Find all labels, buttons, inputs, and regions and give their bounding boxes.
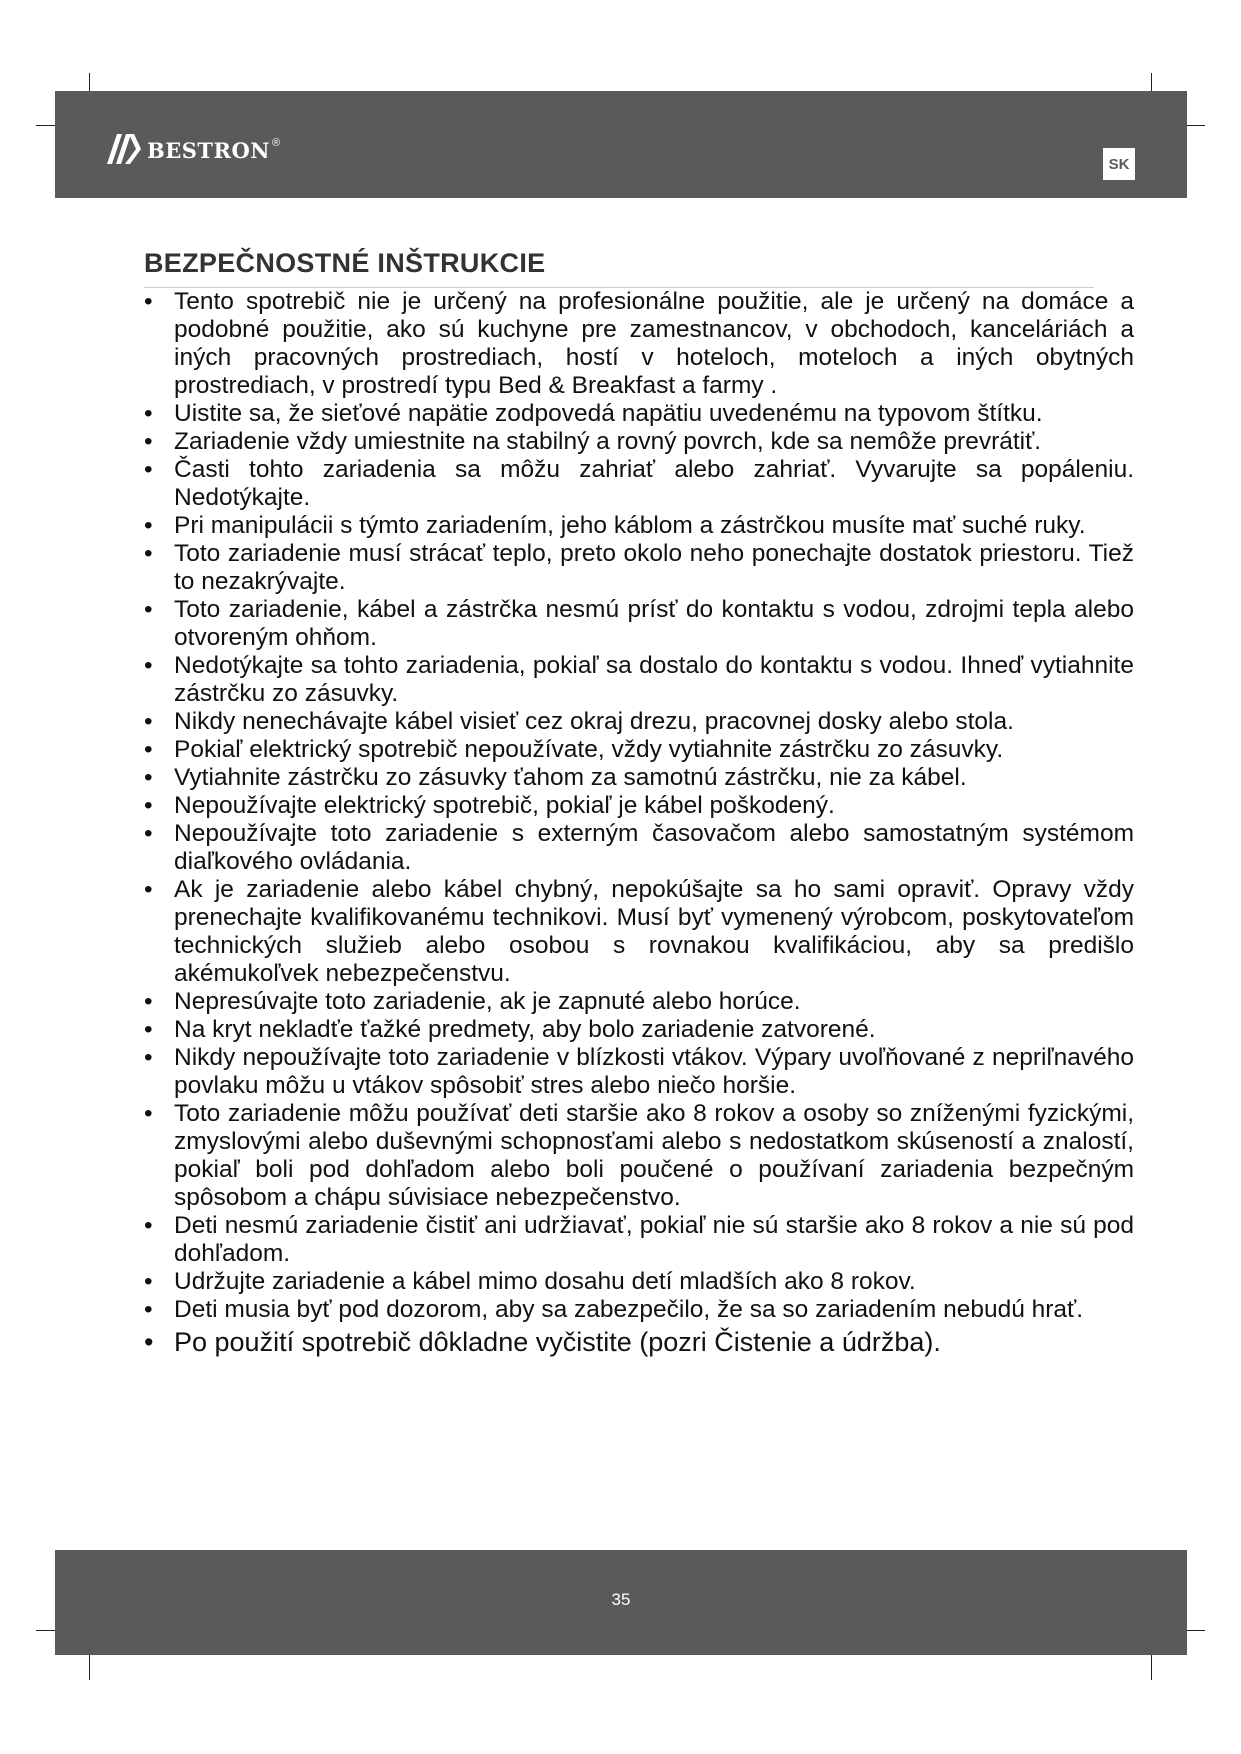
bullet: • bbox=[144, 400, 153, 427]
list-item-text: Na kryt nekladťe ťažké predmety, aby bolo zariadenie zatvorené. bbox=[174, 1016, 876, 1043]
list-item-text: Nepoužívajte elektrický spotrebič, pokiaľ je kábel poškodený. bbox=[174, 792, 835, 819]
bullet: • bbox=[144, 1016, 153, 1043]
list-item-text: Zariadenie vždy umiestnite na stabilný a rovný povrch, kde sa nemôže prevrátiť. bbox=[174, 428, 1042, 455]
list-item-text: Ak je zariadenie alebo kábel chybný, nepokúšajte sa ho sami opraviť. Opravy vždy prenechajte kvalifikovanému technikovi. Musí byť vymenený výrobcom, poskytovateľom technických služieb alebo osobou s rovnakou kvalifikáciou, aby sa predišlo akémukoľvek nebezpečenstvu. bbox=[174, 876, 1134, 987]
bullet: • bbox=[144, 792, 153, 819]
bullet: • bbox=[144, 820, 153, 847]
header-band bbox=[55, 91, 1187, 198]
list-item bbox=[144, 708, 1134, 736]
bullet: • bbox=[144, 1044, 153, 1071]
list-item bbox=[144, 1326, 1134, 1358]
safety-instructions-list bbox=[144, 288, 1134, 1358]
brand-logo bbox=[105, 131, 280, 166]
list-item-text: Deti nesmú zariadenie čistiť ani udržiavať, pokiaľ nie sú staršie ako 8 rokov a nie sú pod dohľadom. bbox=[174, 1212, 1134, 1267]
list-item-text: Po použití spotrebič dôkladne vyčistite (pozri Čistenie a údržba). bbox=[174, 1327, 941, 1357]
registered-mark: ® bbox=[272, 136, 281, 149]
list-item-text: Pri manipulácii s týmto zariadením, jeho káblom a zástrčkou musíte mať suché ruky. bbox=[174, 512, 1086, 539]
bullet: • bbox=[144, 512, 153, 539]
list-item bbox=[144, 736, 1134, 764]
list-item bbox=[144, 288, 1134, 400]
list-item-text: Nepoužívajte toto zariadenie s externým časovačom alebo samostatným systémom diaľkového ovládania. bbox=[174, 820, 1134, 875]
list-item bbox=[144, 820, 1134, 876]
list-item-text: Toto zariadenie, kábel a zástrčka nesmú prísť do kontaktu s vodou, zdrojmi tepla alebo otvoreným ohňom. bbox=[174, 596, 1134, 651]
section-title: BEZPEČNOSTNÉ INŠTRUKCIE bbox=[144, 248, 1094, 288]
list-item-text: Nepresúvajte toto zariadenie, ak je zapnuté alebo horúce. bbox=[174, 988, 801, 1015]
list-item bbox=[144, 596, 1134, 652]
bullet: • bbox=[144, 708, 153, 735]
bullet: • bbox=[144, 1212, 153, 1239]
bullet: • bbox=[144, 1100, 153, 1127]
brand-name: bestron bbox=[147, 131, 270, 166]
list-item bbox=[144, 1212, 1134, 1268]
bullet: • bbox=[144, 876, 153, 903]
bullet: • bbox=[144, 736, 153, 763]
list-item-text: Nikdy nepoužívajte toto zariadenie v blízkosti vtákov. Výpary uvoľňované z nepriľnavého povlaku môžu u vtákov spôsobiť stres alebo niečo horšie. bbox=[174, 1044, 1134, 1099]
brand-chevron-icon bbox=[105, 132, 141, 166]
bullet: • bbox=[144, 764, 153, 791]
list-item bbox=[144, 512, 1134, 540]
list-item-text: Tento spotrebič nie je určený na profesionálne použitie, ale je určený na domáce a podobné použitie, ako sú kuchyne pre zamestnancov, v obchodoch, kanceláriách a iných pracovných prostrediach, hostí v hoteloch, moteloch a iných obytných prostrediach, v prostredí typu Bed & Breakfast a farmy . bbox=[174, 288, 1134, 399]
bullet: • bbox=[144, 596, 153, 623]
list-item-text: Toto zariadenie musí strácať teplo, preto okolo neho ponechajte dostatok priestoru. Tiež to nezakrývajte. bbox=[174, 540, 1134, 595]
list-item-text: Uistite sa, že sieťové napätie zodpovedá napätiu uvedenému na typovom štítku. bbox=[174, 400, 1043, 427]
list-item-text: Nedotýkajte sa tohto zariadenia, pokiaľ sa dostalo do kontaktu s vodou. Ihneď vytiahnite zástrčku zo zásuvky. bbox=[174, 652, 1134, 707]
bullet: • bbox=[144, 456, 153, 483]
list-item bbox=[144, 1044, 1134, 1100]
bullet: • bbox=[144, 1327, 154, 1357]
bullet: • bbox=[144, 652, 153, 679]
list-item bbox=[144, 988, 1134, 1016]
bullet: • bbox=[144, 540, 153, 567]
list-item-text: Vytiahnite zástrčku zo zásuvky ťahom za samotnú zástrčku, nie za kábel. bbox=[174, 764, 967, 791]
list-item bbox=[144, 540, 1134, 596]
bullet: • bbox=[144, 1296, 153, 1323]
bullet: • bbox=[144, 1268, 153, 1295]
list-item bbox=[144, 456, 1134, 512]
page-number: 35 bbox=[611, 1590, 631, 1609]
list-item-text: Deti musia byť pod dozorom, aby sa zabezpečilo, že sa so zariadením nebudú hrať. bbox=[174, 1296, 1084, 1323]
list-item bbox=[144, 764, 1134, 792]
list-item-text: Udržujte zariadenie a kábel mimo dosahu detí mladších ako 8 rokov. bbox=[174, 1268, 916, 1295]
list-item-text: Nikdy nenechávajte kábel visieť cez okraj drezu, pracovnej dosky alebo stola. bbox=[174, 708, 1014, 735]
footer-band bbox=[55, 1550, 1187, 1655]
bullet: • bbox=[144, 988, 153, 1015]
list-item bbox=[144, 400, 1134, 428]
list-item bbox=[144, 652, 1134, 708]
list-item-text: Toto zariadenie môžu používať deti staršie ako 8 rokov a osoby so zníženými fyzickými, zmyslovými alebo duševnými schopnosťami alebo s nedostatkom skúseností a znalostí, pokiaľ boli pod dohľadom alebo boli poučené o používaní zariadenia bezpečným spôsobom a chápu súvisiace nebezpečenstvo. bbox=[174, 1100, 1134, 1211]
list-item bbox=[144, 428, 1134, 456]
list-item bbox=[144, 1016, 1134, 1044]
bullet: • bbox=[144, 428, 153, 455]
list-item-text: Pokiaľ elektrický spotrebič nepoužívate, vždy vytiahnite zástrčku zo zásuvky. bbox=[174, 736, 1004, 763]
list-item bbox=[144, 876, 1134, 988]
list-item bbox=[144, 792, 1134, 820]
bullet: • bbox=[144, 288, 153, 315]
list-item-text: Časti tohto zariadenia sa môžu zahriať alebo zahriať. Vyvarujte sa popáleniu. Nedotýkajte. bbox=[174, 456, 1134, 511]
language-badge: SK bbox=[1103, 148, 1135, 180]
list-item bbox=[144, 1100, 1134, 1212]
list-item bbox=[144, 1296, 1134, 1324]
list-item bbox=[144, 1268, 1134, 1296]
